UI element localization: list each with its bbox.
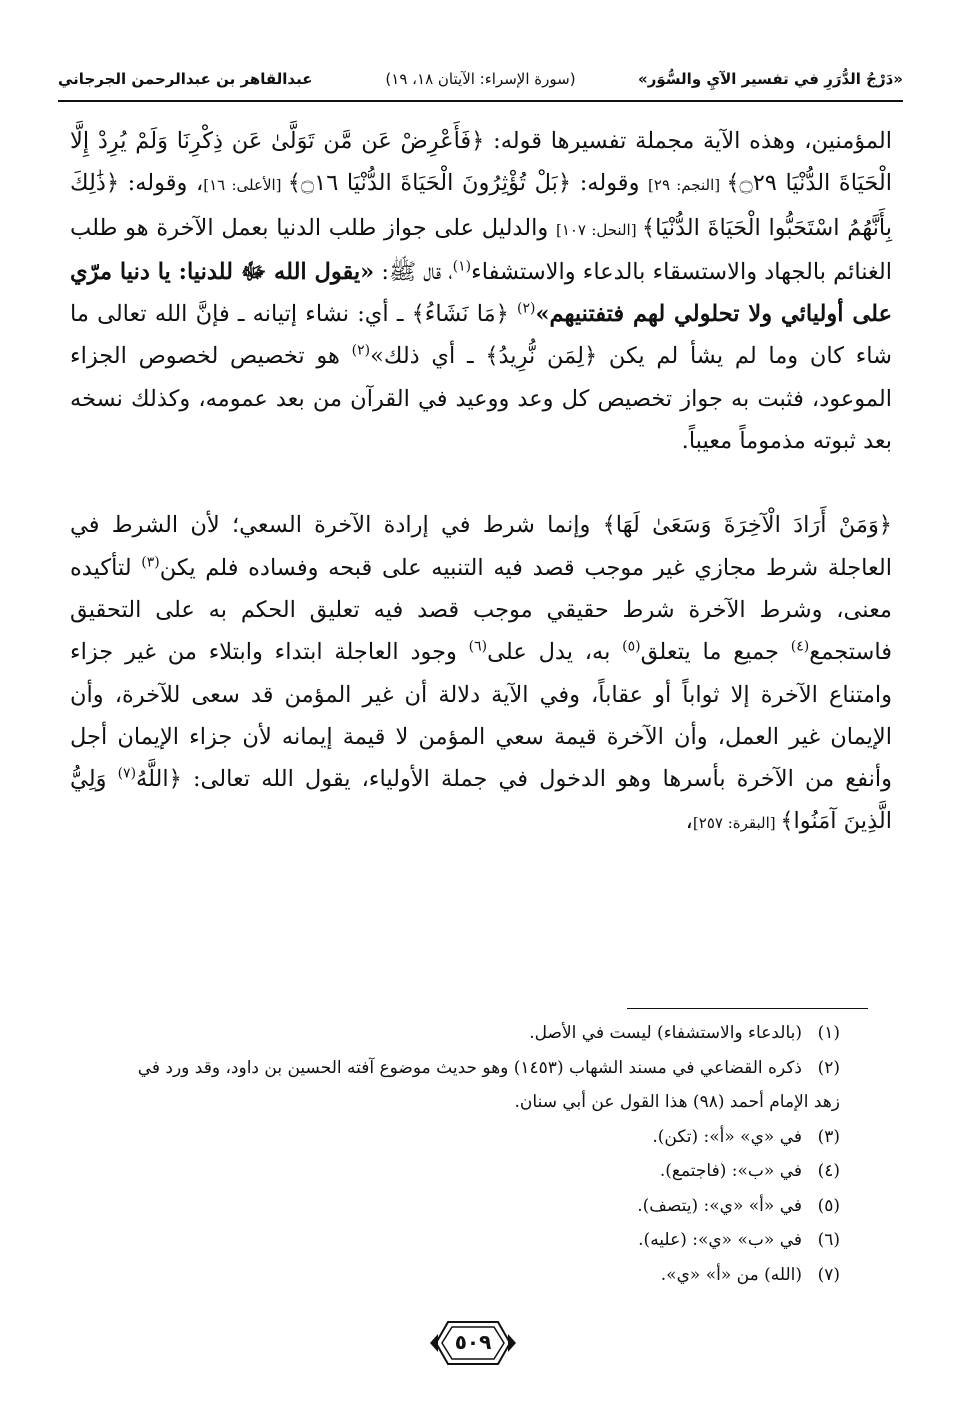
quran-verse: ﴿مَا نَشَاءُ﴾ xyxy=(411,301,509,328)
verse-reference: [البقرة: ٢٥٧] xyxy=(692,814,781,833)
footnote-text: في «ي» «أ»: (تكن). xyxy=(652,1126,802,1147)
footnotes xyxy=(120,1016,840,1292)
main-text xyxy=(70,120,892,845)
header-rule xyxy=(58,100,903,102)
footnote-marker[interactable]: (٦) xyxy=(468,638,488,655)
footnote-marker[interactable]: (٥) xyxy=(622,638,641,655)
footnote-text: ذكره القضاعي في مسند الشهاب (١٤٥٣) وهو حديث موضوع آفته الحسين بن داود، وقد ورد في زهد الإمام أحمد (٩٨) هذا القول عن أبي سنان. xyxy=(137,1057,840,1112)
footnote-marker[interactable]: (٧) xyxy=(117,765,137,782)
text: ، قال ﷺ: xyxy=(374,258,453,285)
footnote-text: (الله) من «أ» «ي». xyxy=(660,1264,802,1285)
hadith-text: «يقول الله ﷻ للدنيا: يا دنيا مرّي على أوليائي ولا تحلولي لهم فتفتنيهم» xyxy=(70,258,893,328)
text: والدليل على جواز طلب الدنيا بعمل الآخرة هو طلب الغنائم بالجهاد والاستسقاء بالدعاء والاستشفاء xyxy=(70,214,892,285)
text: هو تخصيص لخصوص الجزاء الموعود، فثبت به جواز تخصيص كل وعد ووعيد في القرآن من بعد عمومه، وكذلك نسخه بعد ثبوته مذموماً معيباً. xyxy=(70,343,892,455)
footnote-number: (٣) xyxy=(817,1126,840,1147)
page-number-ornament xyxy=(428,1316,518,1370)
running-header xyxy=(58,62,903,102)
footnote xyxy=(120,1189,840,1224)
quran-verse: ﴿لِمَن نُّرِيدُ﴾ xyxy=(485,343,598,370)
footnote-marker[interactable]: (١) xyxy=(452,258,472,275)
footnote-text: (بالدعاء والاستشفاء) ليست في الأصل. xyxy=(529,1023,802,1043)
quran-verse: ﴿ذَٰلِكَ بِأَنَّهُمُ اسْتَحَبُّوا الْحَيَاةَ الدُّنْيَا﴾ xyxy=(70,170,892,241)
text: ـ أي: نشاء إتيانه ـ فإنَّ الله تعالى ما شاء كان وما لم يشأ لم يكن xyxy=(70,301,892,370)
paragraph-2 xyxy=(70,504,892,844)
text: جميع ما يتعلق xyxy=(640,639,791,666)
text: ـ أي ذلك» xyxy=(370,343,486,370)
footnote-marker[interactable]: (٣) xyxy=(141,554,160,571)
text: المؤمنين، وهذه الآية مجملة تفسيرها قوله: xyxy=(484,128,892,154)
text: ، وقوله: xyxy=(119,170,204,197)
text: لتأكيده معنى، وشرط الآخرة شرط حقيقي موجب قصد فيه تعليق الحكم به على التحقيق فاستجمع xyxy=(70,554,892,666)
footnote-number: (١) xyxy=(817,1023,840,1043)
footnote-number: (٥) xyxy=(817,1195,840,1216)
paragraph-1 xyxy=(70,120,892,462)
footnote-number: (٢) xyxy=(817,1057,840,1078)
verse-reference: [النجم: ٢٩] xyxy=(648,176,727,195)
paragraph-gap xyxy=(70,462,892,504)
book-title: «دَرْجُ الدُّرَرِ في تفسير الآيِ والسُّوَر» xyxy=(638,70,903,88)
verse-reference: [النحل: ١٠٧] xyxy=(555,220,642,239)
footnote xyxy=(120,1258,840,1293)
text: وإنما شرط في إرادة الآخرة السعي؛ لأن الشرط في العاجلة شرط مجازي غير موجب قصد فيه التنبيه على قبحه وفساده فلم يكن xyxy=(70,512,892,581)
footnote-text: في «ب» «ي»: (عليه). xyxy=(638,1230,802,1250)
text: وجود العاجلة ابتداء وابتلاء من غير جزاء وامتناع الآخرة إلا ثواباً أو عقاباً، وفي الآية دلالة أن غير المؤمن قد سعى للآخرة، وأن الإيمان غير العمل، وأن الآخرة قيمة سعي المؤمن لا قيمة إيمانه لأن جزاء الإيمان أجل وأنفع من الآخرة بأسرها وهو الدخول في جملة الأولياء، يقول الله تعالى: xyxy=(70,639,892,793)
text: ، xyxy=(685,808,693,835)
footnote-marker[interactable]: (٢) xyxy=(516,300,536,317)
quran-verse: ﴿وَمَنْ أَرَادَ الْآخِرَةَ وَسَعَىٰ لَهَا﴾ xyxy=(602,512,892,539)
footnote xyxy=(120,1051,840,1120)
text: به، يدل على xyxy=(487,639,623,666)
page-number: ٥٠٩ xyxy=(454,1330,492,1354)
verse-reference: [الأعلى: ١٦] xyxy=(203,176,288,195)
surah-reference: (سورة الإسراء: الآيتان ١٨، ١٩) xyxy=(385,70,576,88)
footnote xyxy=(120,1120,840,1155)
text xyxy=(509,301,517,327)
footnote-text: في «أ» «ي»: (يتصف). xyxy=(637,1195,802,1216)
quran-verse: ﴿فَأَعْرِضْ عَن مَّن تَوَلَّىٰ عَن ذِكْرِنَا وَلَمْ يُرِدْ إِلَّا الْحَيَاةَ الدُّنْيَا ۝٢٩﴾ xyxy=(70,128,892,197)
footnote-text: في «ب»: (فاجتمع). xyxy=(659,1161,802,1181)
footnote xyxy=(120,1154,840,1189)
footnote-number: (٤) xyxy=(817,1161,840,1181)
footnote xyxy=(120,1223,840,1258)
footnote-number: (٦) xyxy=(817,1230,840,1250)
quran-verse: وَلِيُّ الَّذِينَ آمَنُوا﴾ xyxy=(70,766,892,835)
footnote-marker[interactable]: (٤) xyxy=(790,638,810,655)
quran-verse: ﴿بَلْ تُؤْثِرُونَ الْحَيَاةَ الدُّنْيَا ۝١٦﴾ xyxy=(287,170,572,197)
text: وقوله: xyxy=(571,170,649,197)
footnote-marker[interactable]: (٢) xyxy=(351,342,371,359)
footnote xyxy=(120,1016,840,1051)
footnote-separator xyxy=(627,1008,868,1009)
quran-verse: ﴿اللَّهُ xyxy=(136,766,182,793)
footnote-number: (٧) xyxy=(817,1264,840,1285)
author-name: عبدالقاهر بن عبدالرحمن الجرجاني xyxy=(58,70,313,88)
